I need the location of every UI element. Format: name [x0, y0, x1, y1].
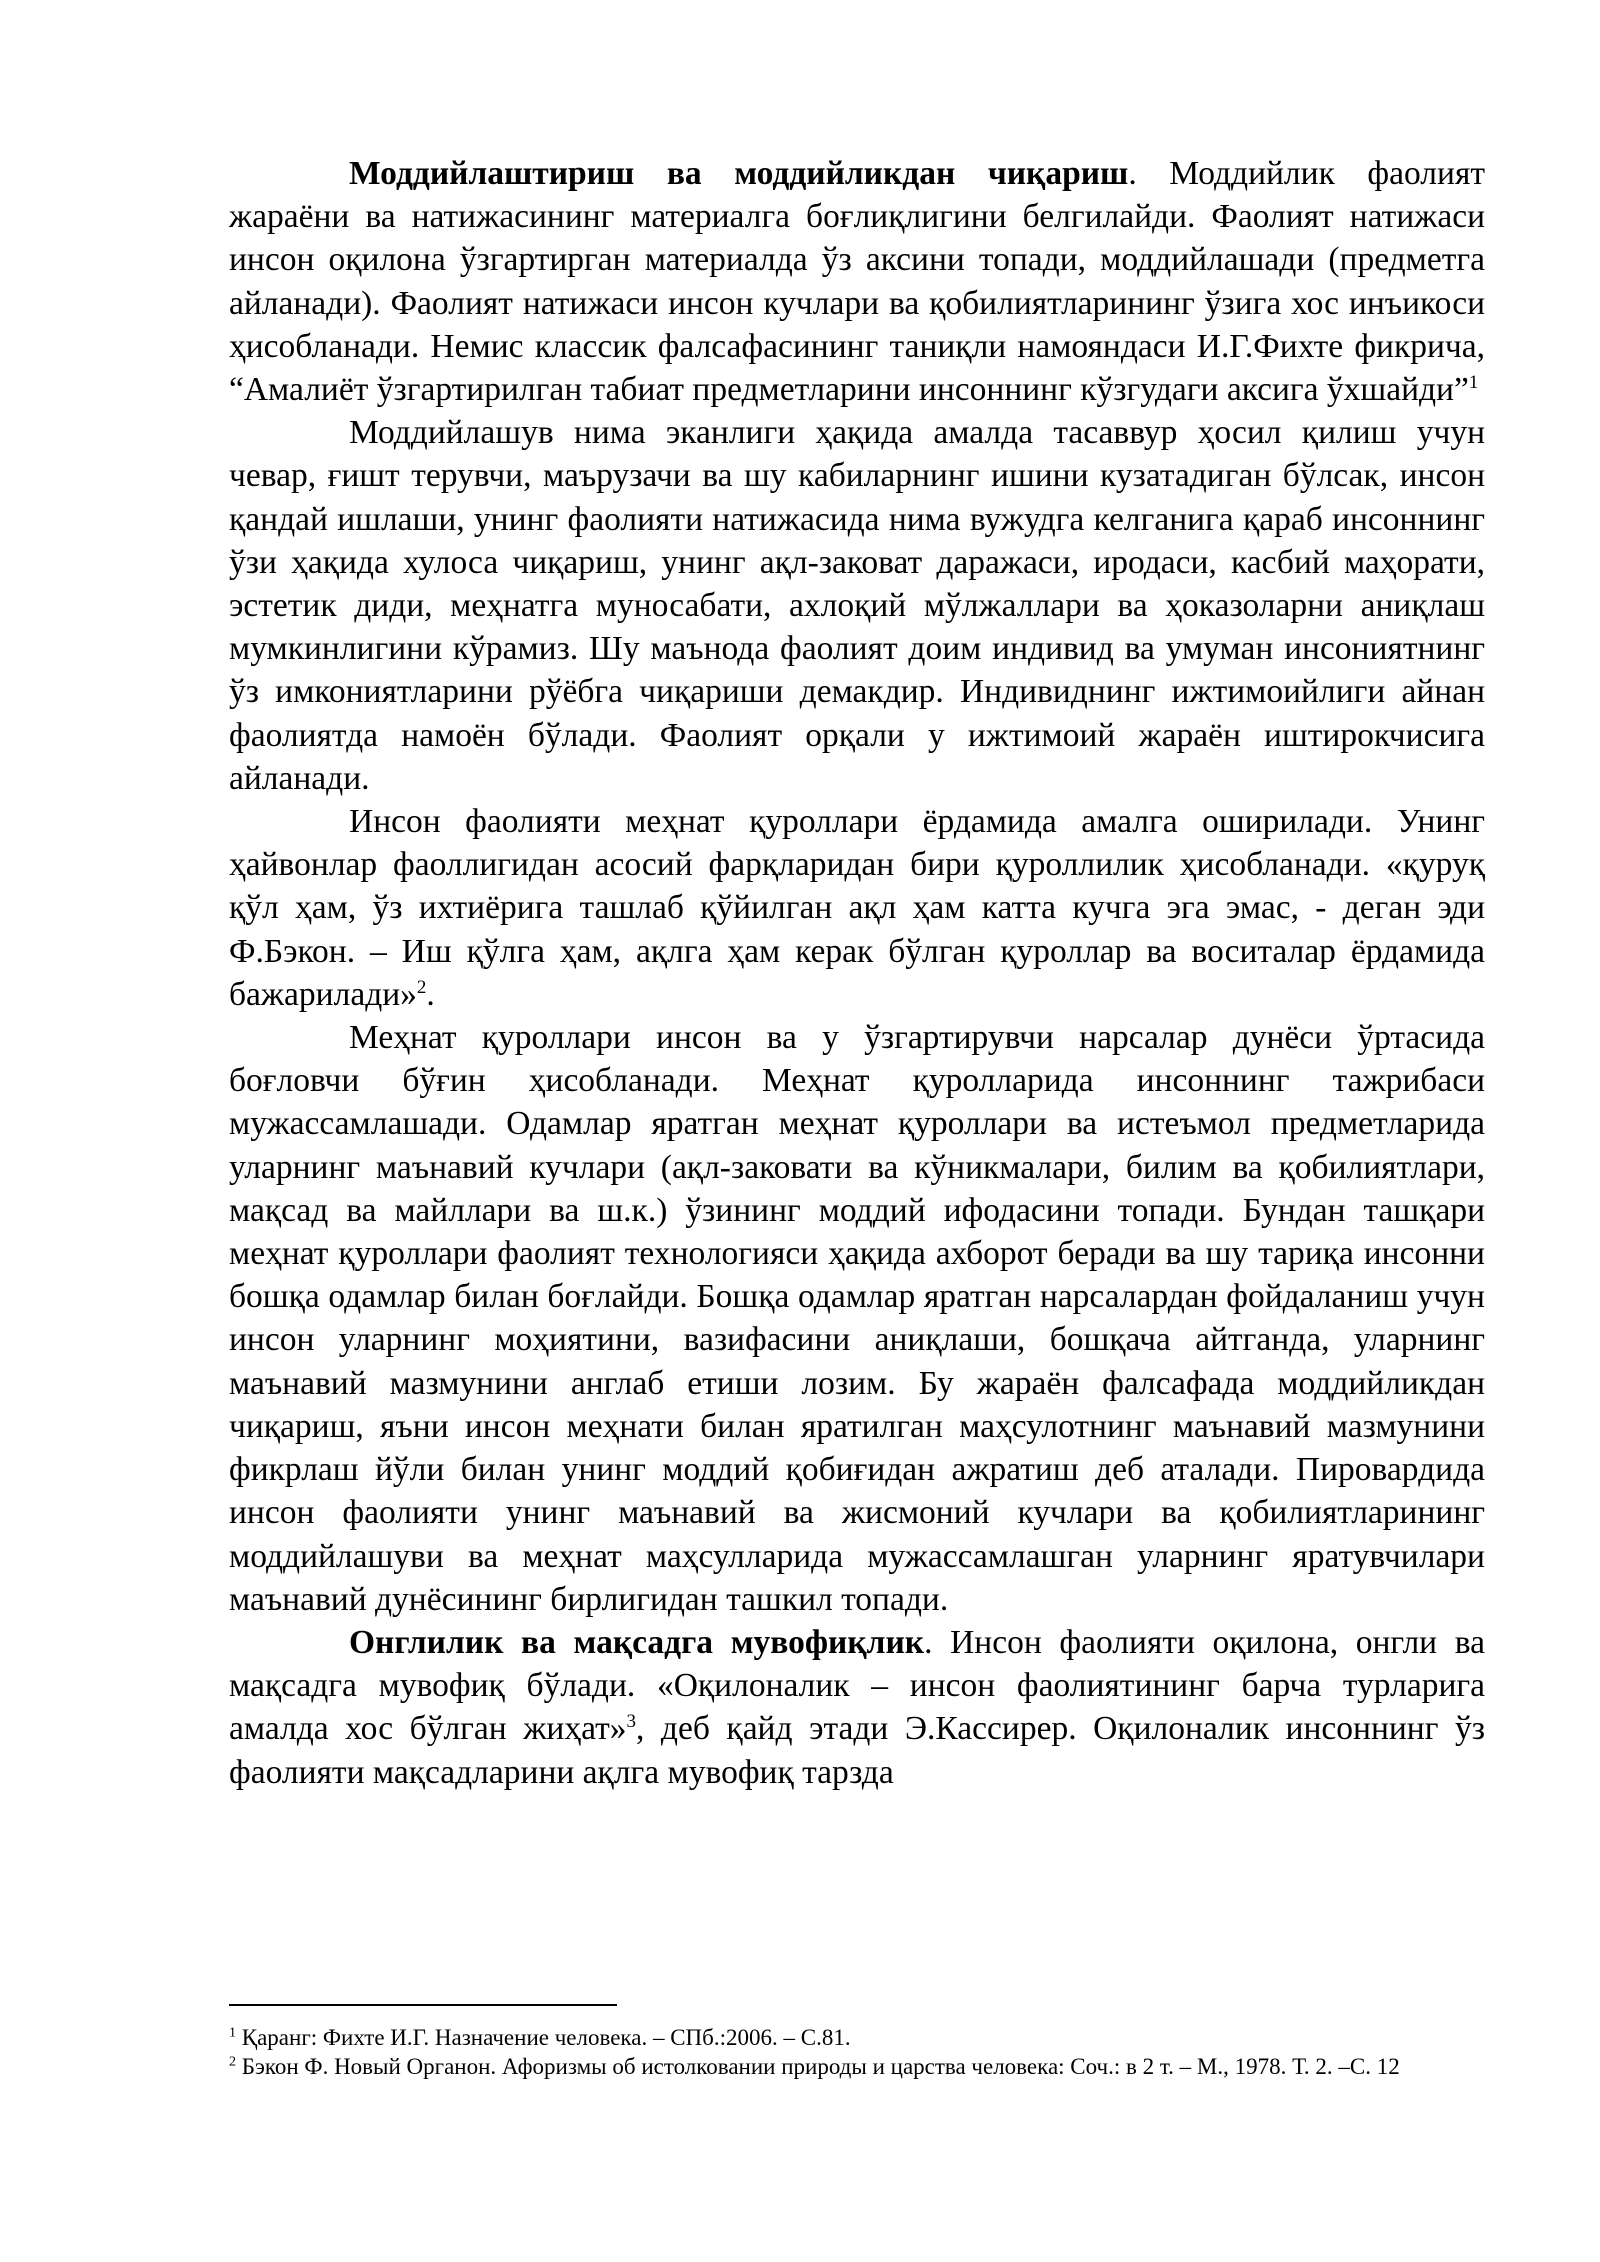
section-heading-consciousness: Онглилик ва мақсадга мувофиқлик [349, 1623, 925, 1661]
paragraph-text: Моддийлашув нима эканлиги ҳақида амалда тасаввур ҳосил қилиш учун чевар, ғишт терувчи, маърузачи ва шу кабиларнинг ишини кузатадиган бўлсак, инсон қандай ишлаши, унинг фаолияти натижасида нима вужудга келганига қараб инсоннинг ўзи ҳақида хулоса чиқариш, унинг ақл-заковат даражаси, иродаси, касбий маҳорати, эстетик диди, меҳнатга муносабати, ахлоқий мўлжаллари ва ҳоказоларни аниқлаш мумкинлигини кўрамиз. Шу маънода фаолият доим индивид ва умуман инсониятнинг ўз имкониятларини рўёбга чиқариши демакдир. Индивиднинг ижтимоийлиги айнан фаолиятда намоён бўлади. Фаолият орқали у ижтимоий жараён иштирокчисига айланади. [229, 414, 1485, 797]
paragraph-3 [229, 800, 1485, 1016]
paragraph-2 [229, 411, 1485, 800]
footnote-ref-2[interactable]: 2 [416, 976, 427, 998]
body-text [229, 152, 1485, 1794]
paragraph-4 [229, 1016, 1485, 1621]
footnote-ref-1[interactable]: 1 [1468, 371, 1479, 393]
footnote-1 [229, 2023, 1485, 2052]
footnote-mark: 1 [229, 2025, 236, 2041]
footnotes [229, 2023, 1485, 2081]
footnote-2 [229, 2052, 1485, 2081]
footnote-separator [229, 2004, 617, 2006]
paragraph-5 [229, 1621, 1485, 1794]
footnote-ref-3[interactable]: 3 [626, 1711, 636, 1733]
footnote-text: Қаранг: Фихте И.Г. Назначение человека. – СПб.:2006. – С.81. [236, 2025, 851, 2050]
footnote-text: Бэкон Ф. Новый Органон. Афоризмы об истолковании природы и царства человека: Соч.: в 2 т. – М., 1978. Т. 2. –С. 12 [236, 2054, 1400, 2079]
paragraph-1 [229, 152, 1485, 411]
paragraph-text: Инсон фаолияти меҳнат қуроллари ёрдамида амалга оширилади. Унинг ҳайвонлар фаоллигидан асосий фарқларидан бири қуроллилик ҳисобланади. «қуруқ қўл ҳам, ўз ихтиёрига ташлаб қўйилган ақл ҳам катта кучга эга эмас, - деган эди Ф.Бэкон. – Иш қўлга ҳам, ақлга ҳам керак бўлган қуроллар ва воситалар ёрдамида бажарилади» [229, 803, 1485, 1013]
footnote-mark: 2 [229, 2054, 236, 2070]
paragraph-text: Меҳнат қуроллари инсон ва у ўзгартирувчи нарсалар дунёси ўртасида боғловчи бўғин ҳисобланади. Меҳнат қуролларида инсоннинг тажрибаси мужассамлашади. Одамлар яратган меҳнат қуроллари ва истеъмол предметларида уларнинг маънавий кучлари (ақл-заковати ва кўникмалари, билим ва қобилиятлари, мақсад ва майллари ва ш.к.) ўзининг моддий ифодасини топади. Бундан ташқари меҳнат қуроллари фаолият технологияси ҳақида ахборот беради ва шу тариқа инсонни бошқа одамлар билан боғлайди. Бошқа одамлар яратган нарсалардан фойдаланиш учун инсон уларнинг моҳиятини, вазифасини аниқлаши, бошқача айтганда, уларнинг маънавий мазмунини англаб етиши лозим. Бу жараён фалсафада моддийликдан чиқариш, яъни инсон меҳнати билан яратилган маҳсулотнинг маънавий мазмунини фикрлаш йўли билан унинг моддий қобиғидан ажратиш деб аталади. Пировардида инсон фаолияти унинг маънавий ва жисмоний кучлари ва қобилиятларининг моддийлашуви ва меҳнат маҳсулларида мужассамлашган уларнинг яратувчилари маънавий дунёсининг бирлигидан ташкил топади. [229, 1019, 1485, 1618]
paragraph-tail: . [426, 975, 435, 1013]
paragraph-text: . Инсон фаолияти оқилона, онгли ва мақсадга мувофиқ бўлади. «Оқилоналик – инсон фаолиятининг барча турларига амалда хос бўлган жиҳат» [229, 1623, 1485, 1748]
paragraph-text: . Моддийлик фаолият жараёни ва натижасининг материалга боғлиқлигини белгилайди. Фаолият натижаси инсон оқилона ўзгартирган материалда ўз аксини топади, моддийлашади (предметга айланади). Фаолият натижаси инсон кучлари ва қобилиятларининг ўзига хос инъикоси ҳисобланади. Немис классик фалсафасининг таниқли намояндаси И.Г.Фихте фикрича, “Амалиёт ўзгартирилган табиат предметларини инсоннинг кўзгудаги аксига ўхшайди” [229, 155, 1485, 409]
paragraph-tail: , деб қайд этади Э.Кассирер. Оқилоналик инсоннинг ўз фаолияти мақсадларини ақлга мувофиқ тарзда [229, 1710, 1485, 1791]
section-heading-materialization: Моддийлаштириш ва моддийликдан чиқариш [349, 155, 1129, 192]
